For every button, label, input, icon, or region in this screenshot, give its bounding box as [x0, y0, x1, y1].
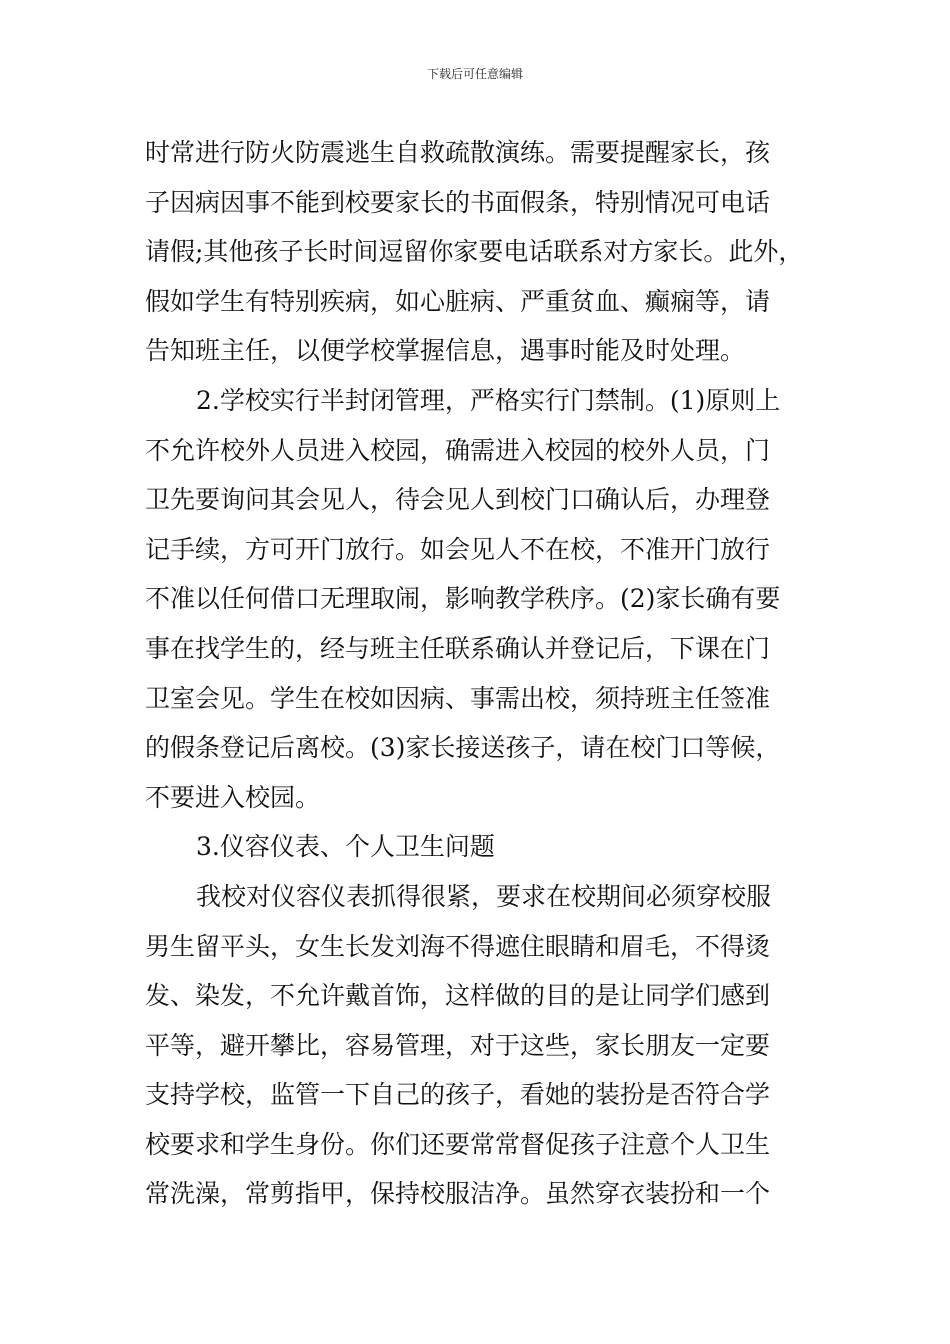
page-header: 下载后可任意编辑: [426, 67, 523, 81]
text-line: 支持学校，监管一下自己的孩子，看她的装扮是否符合学: [145, 1080, 771, 1110]
document-body: [145, 128, 835, 1219]
text-line: 常洗澡，常剪指甲，保持校服洁净。虽然穿衣装扮和一个: [145, 1179, 771, 1209]
text-line: 不允许校外人员进入校园，确需进入校园的校外人员，门: [145, 435, 771, 465]
text-line: 不准以任何借口无理取闹，影响教学秩序。(2)家长确有要: [145, 584, 781, 614]
text-line: 事在找学生的，经与班主任联系确认并登记后，下课在门: [145, 633, 771, 663]
text-line: 校要求和学生身份。你们还要常常督促孩子注意个人卫生: [145, 1129, 771, 1159]
text-line: 不要进入校园。: [145, 782, 321, 812]
text-line: 卫先要询问其会见人，待会见人到校门口确认后，办理登: [145, 485, 771, 515]
section-3-heading: 3.仪容仪表、个人卫生问题: [196, 832, 495, 862]
text-line: 男生留平头，女生长发刘海不得遮住眼睛和眉毛，不得烫: [145, 931, 771, 961]
section-3-first-line: 我校对仪容仪表抓得很紧，要求在校期间必须穿校服: [196, 881, 772, 911]
text-line: 平等，避开攀比，容易管理，对于这些，家长朋友一定要: [145, 1030, 771, 1060]
section-2-first-line: 2.学校实行半封闭管理，严格实行门禁制。(1)原则上: [196, 385, 781, 415]
text-line: 子因病因事不能到校要家长的书面假条，特别情况可电话: [145, 187, 771, 217]
text-line: 卫室会见。学生在校如因病、事需出校，须持班主任签准: [145, 683, 771, 713]
text-line: 时常进行防火防震逃生自救疏散演练。需要提醒家长，孩: [145, 138, 771, 167]
text-line: 发、染发，不允许戴首饰，这样做的目的是让同学们感到: [145, 981, 771, 1011]
text-line: 记手续，方可开门放行。如会见人不在校，不准开门放行: [145, 534, 771, 564]
text-line: 假如学生有特别疾病，如心脏病、严重贫血、癫痫等，请: [145, 286, 771, 316]
text-line: 请假;其他孩子长时间逗留你家要电话联系对方家长。此外，: [145, 237, 804, 267]
text-line: 的假条登记后离校。(3)家长接送孩子，请在校门口等候，: [145, 733, 781, 763]
text-line: 告知班主任，以便学校掌握信息，遇事时能及时处理。: [145, 336, 746, 366]
